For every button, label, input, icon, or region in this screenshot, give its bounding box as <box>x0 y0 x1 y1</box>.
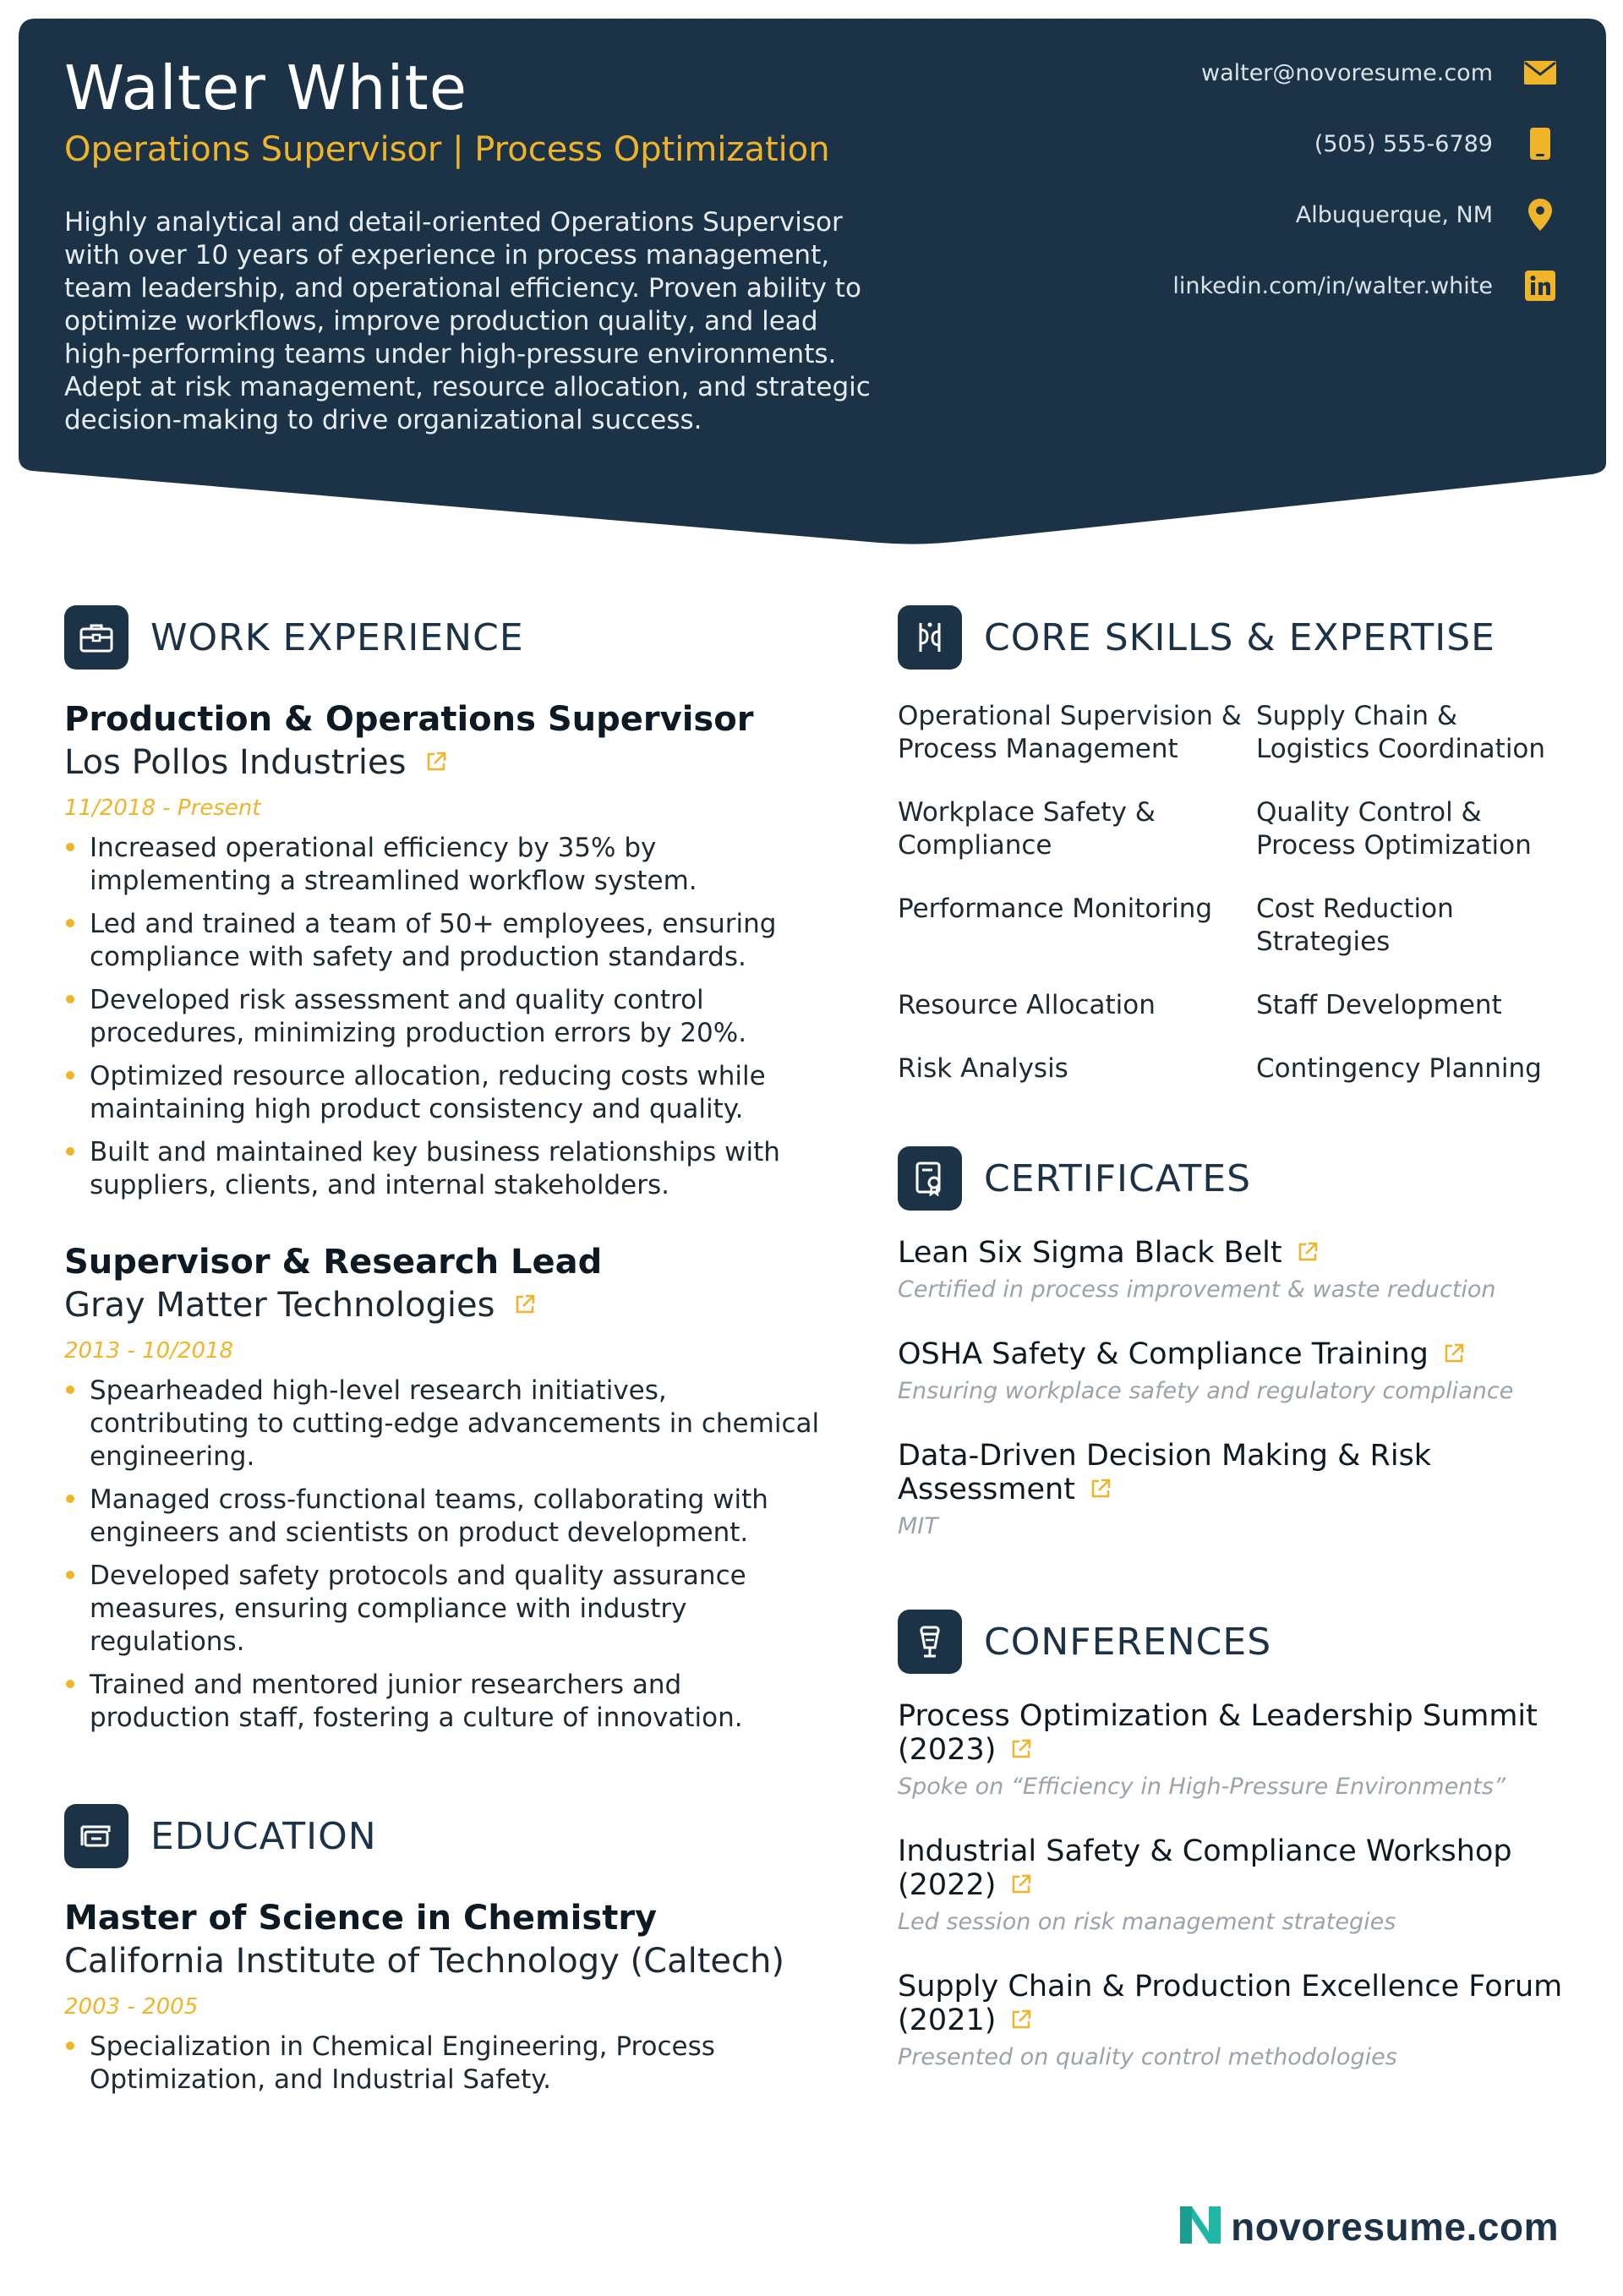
skills-icon <box>898 605 962 670</box>
certificate-title[interactable]: Data-Driven Decision Making & Risk Assessment <box>898 1439 1432 1506</box>
education-title: EDUCATION <box>150 1814 377 1858</box>
education-dates: 2003 - 2005 <box>64 1994 199 2020</box>
education-entry <box>64 1897 825 2096</box>
skill-item: Resource Allocation <box>898 990 1156 1020</box>
skills-title: CORE SKILLS & EXPERTISE <box>984 615 1495 659</box>
external-link-icon[interactable] <box>424 741 448 784</box>
certificate-title-row[interactable] <box>898 1236 1574 1271</box>
certificate-title-row[interactable] <box>898 1337 1574 1373</box>
education-header <box>64 1804 825 1868</box>
contact-linkedin[interactable] <box>967 267 1559 304</box>
skill-item: Operational Supervision & Process Management <box>898 701 1242 764</box>
list-item: Developed risk assessment and quality control procedures, minimizing production errors by 20%. <box>64 984 825 1050</box>
external-link-icon[interactable] <box>1009 1735 1033 1768</box>
conference-title-row[interactable] <box>898 1699 1574 1768</box>
conference-description: Led session on risk management strategies <box>898 1909 1396 1935</box>
job-dates: 11/2018 - Present <box>64 795 261 821</box>
certificate-entry[interactable] <box>898 1439 1574 1542</box>
job-company[interactable] <box>64 1283 825 1327</box>
external-link-icon[interactable] <box>1296 1238 1320 1271</box>
phone-icon <box>1522 125 1559 162</box>
job-bullets <box>64 1375 825 1735</box>
list-item: Increased operational efficiency by 35% by implementing a streamlined workflow system. <box>64 832 825 898</box>
certificate-entry[interactable] <box>898 1236 1574 1305</box>
job-company[interactable] <box>64 741 825 784</box>
contact-email[interactable] <box>967 54 1559 91</box>
conferences-header <box>898 1610 1574 1674</box>
certificate-description: Ensuring workplace safety and regulatory compliance <box>898 1378 1514 1404</box>
linkedin-icon <box>1522 267 1559 304</box>
work-experience-header <box>64 605 825 670</box>
skill-item: Performance Monitoring <box>898 894 1213 924</box>
list-item: Optimized resource allocation, reducing costs while maintaining high product consistency and quality. <box>64 1060 825 1126</box>
contact-phone[interactable] <box>967 125 1559 162</box>
right-column <box>898 605 1574 2073</box>
certificates-header <box>898 1146 1574 1211</box>
conference-description: Presented on quality control methodologies <box>898 2044 1397 2070</box>
conferences-title: CONFERENCES <box>984 1620 1272 1664</box>
conference-title[interactable]: Process Optimization & Leadership Summit (2023) <box>898 1699 1538 1767</box>
job-company-name[interactable]: Gray Matter Technologies <box>64 1286 495 1325</box>
external-link-icon[interactable] <box>1009 1870 1033 1904</box>
certificate-description: MIT <box>898 1513 938 1539</box>
education-bullets <box>64 2031 825 2096</box>
list-item: Trained and mentored junior researchers and production staff, fostering a culture of innovation. <box>64 1669 825 1735</box>
external-link-icon[interactable] <box>1089 1474 1112 1508</box>
left-column <box>64 605 825 2107</box>
location-pin-icon <box>1522 196 1559 233</box>
conference-entry[interactable] <box>898 1699 1574 1802</box>
job-entry <box>64 1241 825 1735</box>
external-link-icon[interactable] <box>1442 1339 1466 1373</box>
certificate-title[interactable]: Lean Six Sigma Black Belt <box>898 1236 1282 1270</box>
certificate-icon <box>898 1146 962 1211</box>
contact-linkedin-text[interactable]: linkedin.com/in/walter.white <box>1172 272 1493 299</box>
skill-item: Workplace Safety & Compliance <box>898 797 1156 861</box>
summary-text: Highly analytical and detail-oriented Operations Supervisor with over 10 years of experience in process management, team leadership, and operational efficiency. Proven ability to optimize workflows, improve production quality, and lead high-performing teams under high-pressure environments. Adept at risk management, resource allocation, and strategic decision-making to drive organizational success. <box>64 207 871 435</box>
logo-mark-icon <box>1177 2203 1224 2250</box>
logo-text[interactable] <box>1231 2204 1559 2250</box>
work-experience-title: WORK EXPERIENCE <box>150 615 524 659</box>
external-link-icon[interactable] <box>1009 2005 1033 2039</box>
briefcase-icon <box>64 605 128 670</box>
list-item: Developed safety protocols and quality assurance measures, ensuring compliance with industry regulations. <box>64 1560 825 1659</box>
logo-domain: .com <box>1466 2205 1559 2249</box>
envelope-icon <box>1522 54 1559 91</box>
skill-item: Quality Control & Process Optimization <box>1256 797 1532 861</box>
skill-item: Risk Analysis <box>898 1053 1068 1084</box>
logo-name: novoresume <box>1231 2205 1467 2249</box>
conference-title-row[interactable] <box>898 1834 1574 1904</box>
job-entry <box>64 698 825 1202</box>
conference-title[interactable]: Supply Chain & Production Excellence Forum (2021) <box>898 1970 1563 2037</box>
certificates-title: CERTIFICATES <box>984 1156 1252 1200</box>
list-item: Specialization in Chemical Engineering, Process Optimization, and Industrial Safety. <box>64 2031 825 2096</box>
conference-title-row[interactable] <box>898 1970 1574 2039</box>
skill-item: Supply Chain & Logistics Coordination <box>1256 701 1546 764</box>
conference-title[interactable]: Industrial Safety & Compliance Workshop (2022) <box>898 1834 1512 1902</box>
conference-description: Spoke on “Efficiency in High-Pressure Environments” <box>898 1774 1506 1800</box>
novoresume-logo[interactable] <box>1177 2203 1559 2250</box>
microphone-icon <box>898 1610 962 1674</box>
job-company-name[interactable]: Los Pollos Industries <box>64 743 407 782</box>
list-item: Spearheaded high-level research initiatives, contributing to cutting-edge advancements in chemical engineering. <box>64 1375 825 1473</box>
job-bullets <box>64 832 825 1202</box>
external-link-icon[interactable] <box>513 1283 537 1327</box>
conference-entry[interactable] <box>898 1970 1574 2073</box>
skill-item: Cost Reduction Strategies <box>1256 894 1454 957</box>
list-item: Built and maintained key business relationships with suppliers, clients, and internal stakeholders. <box>64 1136 825 1202</box>
degree-title: Master of Science in Chemistry <box>64 1899 658 1938</box>
school-name: California Institute of Technology (Caltech) <box>64 1942 784 1981</box>
certificate-title-row[interactable] <box>898 1439 1574 1508</box>
candidate-name: Walter White <box>64 52 468 123</box>
contact-list <box>967 54 1559 338</box>
certificate-title[interactable]: OSHA Safety & Compliance Training <box>898 1337 1429 1371</box>
list-item: Managed cross-functional teams, collaborating with engineers and scientists on product development. <box>64 1484 825 1550</box>
graduation-cap-icon <box>64 1804 128 1868</box>
job-title: Production & Operations Supervisor <box>64 700 754 739</box>
job-title: Supervisor & Research Lead <box>64 1243 603 1282</box>
contact-location <box>967 196 1559 233</box>
skills-header <box>898 605 1574 670</box>
certificate-entry[interactable] <box>898 1337 1574 1407</box>
contact-email-text[interactable]: walter@novoresume.com <box>1200 59 1493 86</box>
contact-location-text: Albuquerque, NM <box>1295 201 1493 228</box>
list-item: Led and trained a team of 50+ employees, ensuring compliance with safety and production standards. <box>64 908 825 974</box>
candidate-headline: Operations Supervisor | Process Optimization <box>64 130 830 169</box>
conference-entry[interactable] <box>898 1834 1574 1938</box>
certificate-description: Certified in process improvement & waste reduction <box>898 1276 1496 1303</box>
skill-item: Staff Development <box>1256 990 1502 1020</box>
job-dates: 2013 - 10/2018 <box>64 1338 234 1364</box>
contact-phone-text[interactable]: (505) 555-6789 <box>1314 130 1493 157</box>
skill-item: Contingency Planning <box>1256 1053 1542 1084</box>
skills-grid <box>898 700 1574 1085</box>
